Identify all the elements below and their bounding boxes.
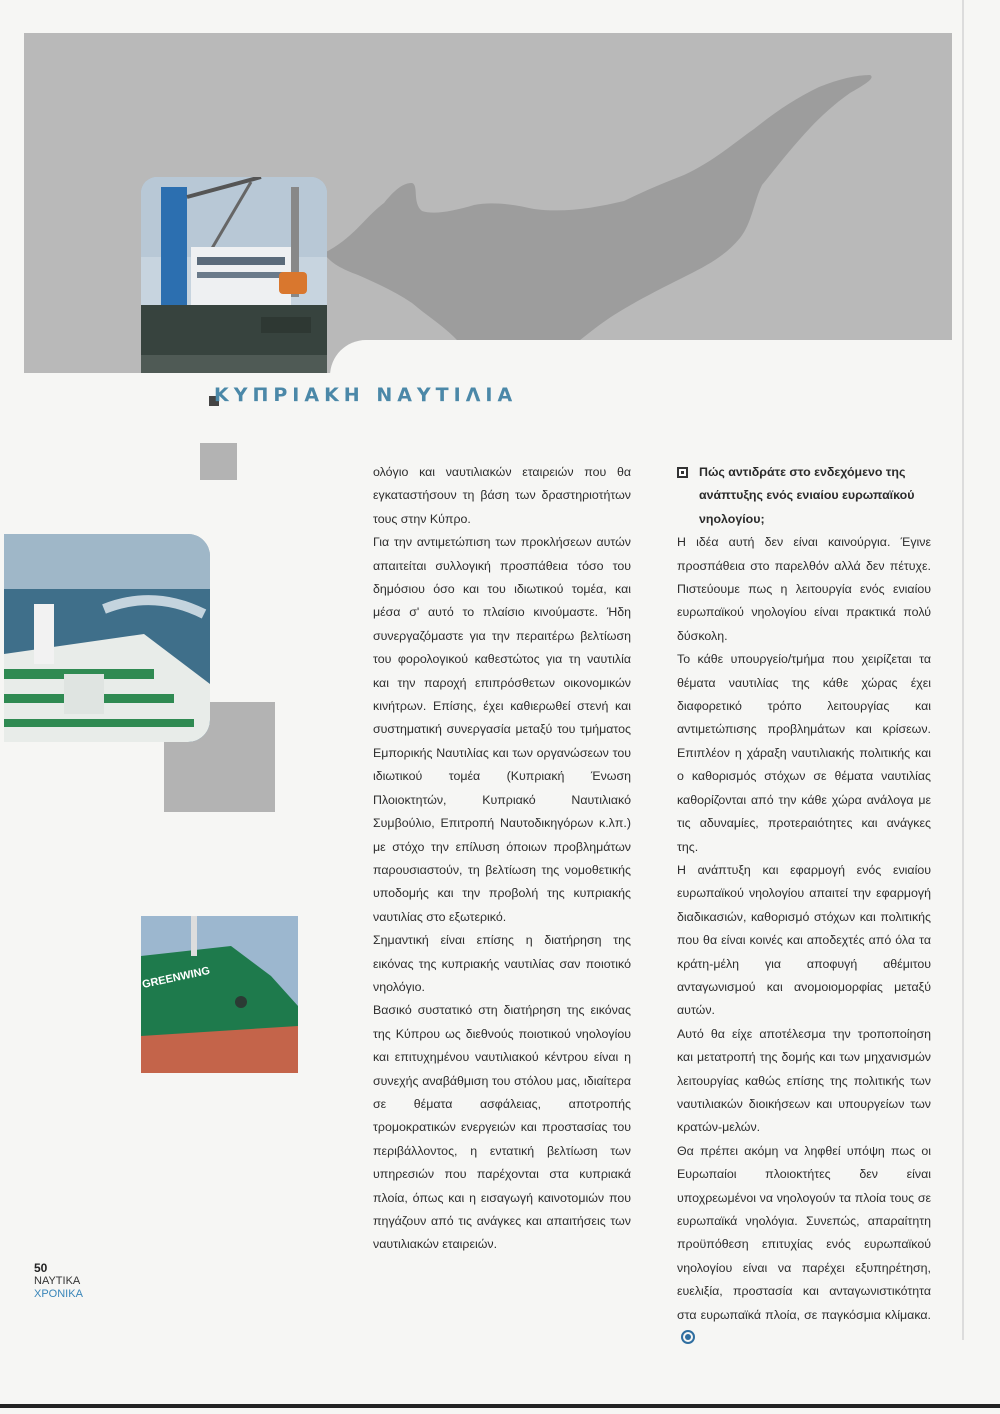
ship-port-photo xyxy=(141,177,327,373)
page-number: 50 xyxy=(34,1261,48,1275)
green-ship-hull-photo xyxy=(141,916,298,1073)
question-square-icon xyxy=(677,467,688,478)
tanker-deck-photo xyxy=(4,534,210,742)
section-title: ΚΥΠΡΙΑΚΗ ΝΑΥΤΙΛΙΑ xyxy=(214,384,518,406)
article-column-left xyxy=(373,461,631,1257)
paragraph: Η ανάπτυξη και εφαρμογή ενός ενιαίου ευρωπαϊκού νηολογίου απαιτεί την εφαρμογή διαδικασιών, καθορισμό στόχων και πολιτικής που θα είναι κοινές και αποδεχτές από όλα τα κράτη-μέλη για αποφυγή αθέμιτου ανταγωνισμού και ανομοιομορφίας μεταξύ αυτών. xyxy=(677,862,931,1018)
paragraph: Σημαντική είναι επίσης η διατήρηση της εικόνας της κυπριακής ναυτιλίας σαν ποιοτικό νηολόγιο. xyxy=(373,933,631,994)
paragraph: ολόγιο και ναυτιλιακών εταιρειών που θα εγκαταστήσουν τη βάση των δραστηριοτήτων τους στην Κύπρο. xyxy=(373,465,631,526)
article-column-right xyxy=(677,461,931,1350)
paragraph-text: Θα πρέπει ακόμη να ληφθεί υπόψη πως οι Ευρωπαίοι πλοιοκτήτες δεν είναι υποχρεωμένοι να νηολογούν τα πλοία τους σε ευρωπαϊκά νηολόγια. Συνεπώς, απαραίτητη προϋπόθεση επιτυχίας ενός ευρωπαϊκού νηολογίου είναι να παρέχει εξυπηρέτηση, ευελιξία, προστασία και ανταγωνιστικότητα στα ευρωπαϊκά πλοία, σε παγκόσμια κλίμακα. xyxy=(677,1143,931,1322)
paragraph: Βασικό συστατικό στη διατήρηση της εικόνας της Κύπρου ως διεθνούς ποιοτικού νηολογίου και επιτυχημένου ναυτιλιακού κέντρου είναι η συνεχής αναβάθμιση του στόλου μας, ιδιαίτερα σε θέματα ασφάλειας, αποτροπής τρομοκρατικών ενεργειών και προστασίας του περιβάλλοντος, η εντατική βελτίωση των υπηρεσιών που παρέχονται στα κυπριακά πλοία, όπως και η εισαγωγή καινοτομιών που πηγάζουν από τις ανάγκες και απαιτήσεις των ναυτιλιακών εταιρειών. xyxy=(373,1003,631,1252)
page-edge-shadow xyxy=(962,0,964,1340)
page-folio xyxy=(34,1262,83,1301)
end-of-article-icon xyxy=(681,1330,695,1344)
ship-hull-name: GREENWING xyxy=(141,964,212,991)
magazine-name-line2: ΧΡΟΝΙΚΑ xyxy=(34,1288,83,1300)
question-text: Πώς αντιδράτε στο ενδεχόμενο της ανάπτυξης ενός ενιαίου ευρωπαϊκού νηολογίου; xyxy=(699,465,915,526)
paragraph: Αυτό θα είχε αποτέλεσμα την τροποποίηση και μετατροπή της δομής και των μηχανισμών λειτουργίας καθώς επίσης της πολιτικής των ναυτιλιακών διοικήσεων και υπουργείων των κρατών-μελών. xyxy=(677,1026,931,1135)
paragraph: Η ιδέα αυτή δεν είναι καινούργια. Έγινε προσπάθεια στο παρελθόν αλλά δεν πέτυχε. Πιστεύουμε πως η λειτουργία ενός ενιαίου ευρωπαϊκού νηολογίου είναι πρακτικά πολύ δύσκολη. xyxy=(677,535,931,643)
paragraph: Για την αντιμετώπιση των προκλήσεων αυτών απαιτείται συλλογική προσπάθεια τόσο του δημόσιου όσο και του ιδιωτικού τομέα, και μέσα σ' αυτό το πλαίσιο κινούμαστε. Ήδη συνεργαζόμαστε για την περαιτέρω βελτίωση του φορολογικού καθεστώτος για τη ναυτιλία και την παροχή επιπρόσθετων οικονομικών κινήτρων. Επίσης, έχει καθιερωθεί στενή και συστηματική συνεργασία μεταξύ του τμήματος Εμπορικής Ναυτιλίας και των οργανώσεων του ιδιωτικού τομέα (Κυπριακή Ένωση Πλοιοκτητών, Κυπριακό Ναυτιλιακό Συμβούλιο, Επιτροπή Ναυτοδικηγόρων κ.λπ.) με στόχο την επίλυση όποιων προβλημάτων παρουσιαστούν, τη βελτίωση της νομοθετικής υποδομής και την προβολή της κυπριακής ναυτιλίας στο εξωτερικό. xyxy=(373,535,631,924)
interview-question xyxy=(677,461,931,531)
paragraph: Το κάθε υπουργείο/τμήμα που χειρίζεται τα θέματα ναυτιλίας της κάθε χώρας έχει διαφορετικό τρόπο λειτουργίας και αντιμετώπισης προβλημάτων και κρίσεων. Επιπλέον η χάραξη ναυτιλιακής πολιτικής και ο καθορισμός στόχων σε θέματα ναυτιλίας καθορίζονται από την κάθε χώρα ανάλογα με τις αδυναμίες, προτεραιότητες και ανάγκες της. xyxy=(677,652,931,854)
paragraph-last xyxy=(677,1140,931,1351)
magazine-name-line1: ΝΑΥΤΙΚΑ xyxy=(34,1275,81,1287)
grey-square-top xyxy=(200,443,237,480)
bottom-scan-line xyxy=(0,1404,1000,1408)
